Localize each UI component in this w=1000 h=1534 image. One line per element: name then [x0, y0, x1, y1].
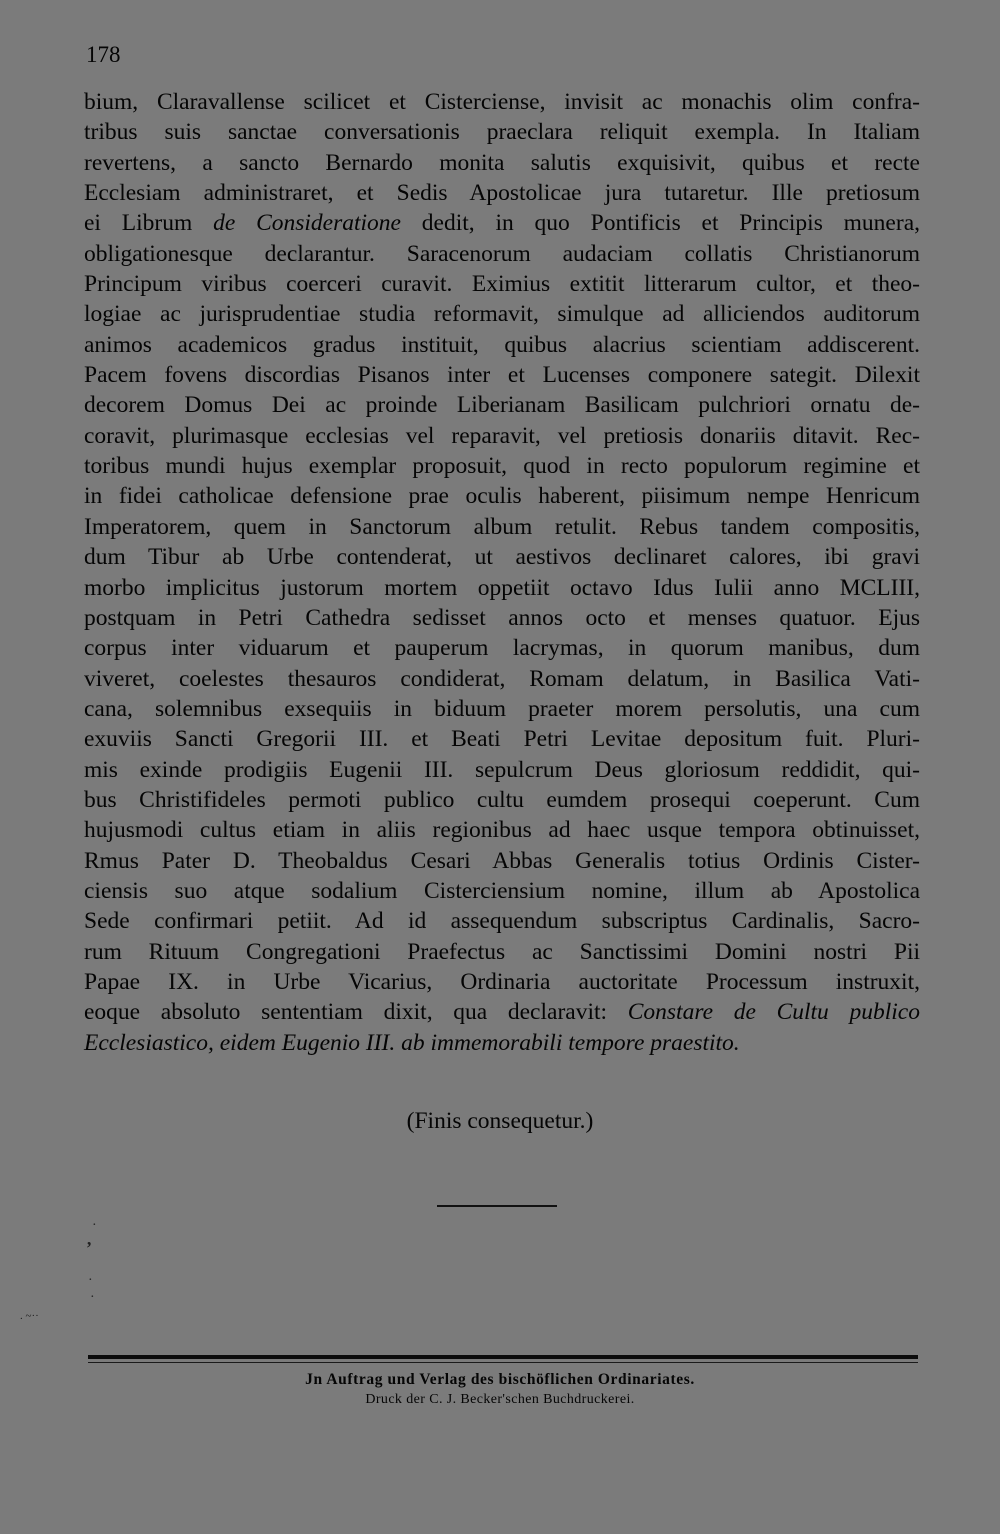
text-line: coravit, plurimasque ecclesias vel reparavit, vel pretiosis donariis ditavit. Rec-	[84, 422, 920, 449]
italic-quote: Ecclesiastico, eidem Eugenio III. ab immemorabili tempore praestito.	[84, 1029, 740, 1056]
text-segment: eoque absoluto sententiam dixit, qua declaravit:	[84, 999, 628, 1026]
text-line: cana, solemnibus exsequiis in biduum praeter morem persolutis, una cum	[84, 695, 920, 722]
text-line: revertens, a sancto Bernardo monita salutis exquisivit, quibus et recte	[84, 149, 920, 176]
text-line: tribus suis sanctae conversationis praeclara reliquit exempla. In Italiam	[84, 119, 920, 146]
text-line: exuviis Sancti Gregorii III. et Beati Petri Levitae depositum fuit. Pluri-	[84, 726, 920, 753]
text-line: corpus inter viduarum et pauperum lacrymas, in quorum manibus, dum	[84, 635, 920, 662]
text-line: logiae ac jurisprudentiae studia reformavit, simulque ad alliciendos auditorum	[84, 301, 920, 328]
speck: . ~··	[20, 1310, 39, 1322]
text-line: obligationesque declarantur. Saracenorum audaciam collatis Christianorum	[84, 240, 920, 267]
text-line: Principum viribus coerceri curavit. Eximius extitit litterarum cultor, et theo-	[84, 271, 920, 298]
text-line: toribus mundi hujus exemplar proposuit, quod in recto populorum regimine et	[84, 453, 920, 480]
publisher-line: Jn Auftrag und Verlag des bischöflichen Ordinariates.	[305, 1371, 695, 1388]
text-line: in fidei catholicae defensione prae oculis haberent, piisimum nempe Henricum	[84, 483, 920, 510]
text-line: mis exinde prodigiis Eugenii III. sepulcrum Deus gloriosum reddidit, qui-	[84, 756, 920, 783]
text-line: animos academicos gradus instituit, quibus alacrius scientiam addiscerent.	[84, 331, 920, 358]
text-line	[84, 1028, 920, 1058]
text-line: Papae IX. in Urbe Vicarius, Ordinaria auctoritate Processum instruxit,	[84, 968, 920, 995]
text-line: Rmus Pater D. Theobaldus Cesari Abbas Generalis totius Ordinis Cister-	[84, 847, 920, 874]
text-line: Imperatorem, quem in Sanctorum album retulit. Rebus tandem compositis,	[84, 513, 920, 540]
speck: ·	[88, 1273, 93, 1288]
text-line: hujusmodi cultus etiam in aliis regionibus ad haec usque tempora obtinuisset,	[84, 817, 920, 844]
text-line: bium, Claravallense scilicet et Cisterciense, invisit ac monachis olim confra-	[84, 89, 920, 115]
text-line: morbo implicitus justorum mortem oppetiit octavo Idus Iulii anno MCLIII,	[84, 574, 920, 601]
italic-title: de Consideratione	[213, 210, 401, 237]
text-line: decorem Domus Dei ac proinde Liberianam Basilicam pulchriori ornatu de-	[84, 392, 920, 419]
text-segment: dedit, in quo Pontificis et Principis munera,	[400, 210, 920, 237]
text-line	[84, 208, 920, 238]
text-line: viveret, coelestes thesauros condiderat, Romam delatum, in Basilica Vati-	[84, 665, 920, 692]
text-line: bus Christifideles permoti publico cultu eumdem prosequi coeperunt. Cum	[84, 786, 920, 813]
finis-note: (Finis consequetur.)	[406, 1108, 594, 1134]
text-line: rum Rituum Congregationi Praefectus ac Sanctissimi Domini nostri Pii	[84, 938, 920, 965]
text-line: dum Tibur ab Urbe contenderat, ut aestivos declinaret calores, ibi gravi	[84, 544, 920, 571]
footer-rule	[88, 1355, 918, 1359]
speck: ʼ	[86, 1238, 92, 1258]
text-line	[84, 997, 920, 1027]
text-segment: ei Librum	[84, 210, 214, 237]
page-number: 178	[86, 42, 121, 67]
body-text	[84, 87, 920, 1058]
section-rule	[437, 1205, 557, 1207]
footer-rule	[88, 1362, 918, 1363]
text-line: ciensis suo atque sodalium Cisterciensium nomine, illum ab Apostolica	[84, 877, 920, 904]
speck: ·	[92, 1218, 97, 1233]
italic-quote: Constare de Cultu publico	[627, 999, 920, 1026]
text-line: Sede confirmari petiit. Ad id assequendum subscriptus Cardinalis, Sacro-	[84, 908, 920, 935]
text-line: Pacem fovens discordias Pisanos inter et Lucenses componere sategit. Dilexit	[84, 362, 920, 389]
speck: ·	[90, 1290, 95, 1305]
text-line: Ecclesiam administraret, et Sedis Apostolicae jura tutaretur. Ille pretiosum	[84, 180, 920, 207]
margin-specks	[20, 1218, 110, 1328]
printer-line: Druck der C. J. Becker'schen Buchdruckerei.	[365, 1392, 635, 1407]
text-line: postquam in Petri Cathedra sedisset annos octo et menses quatuor. Ejus	[84, 604, 920, 631]
